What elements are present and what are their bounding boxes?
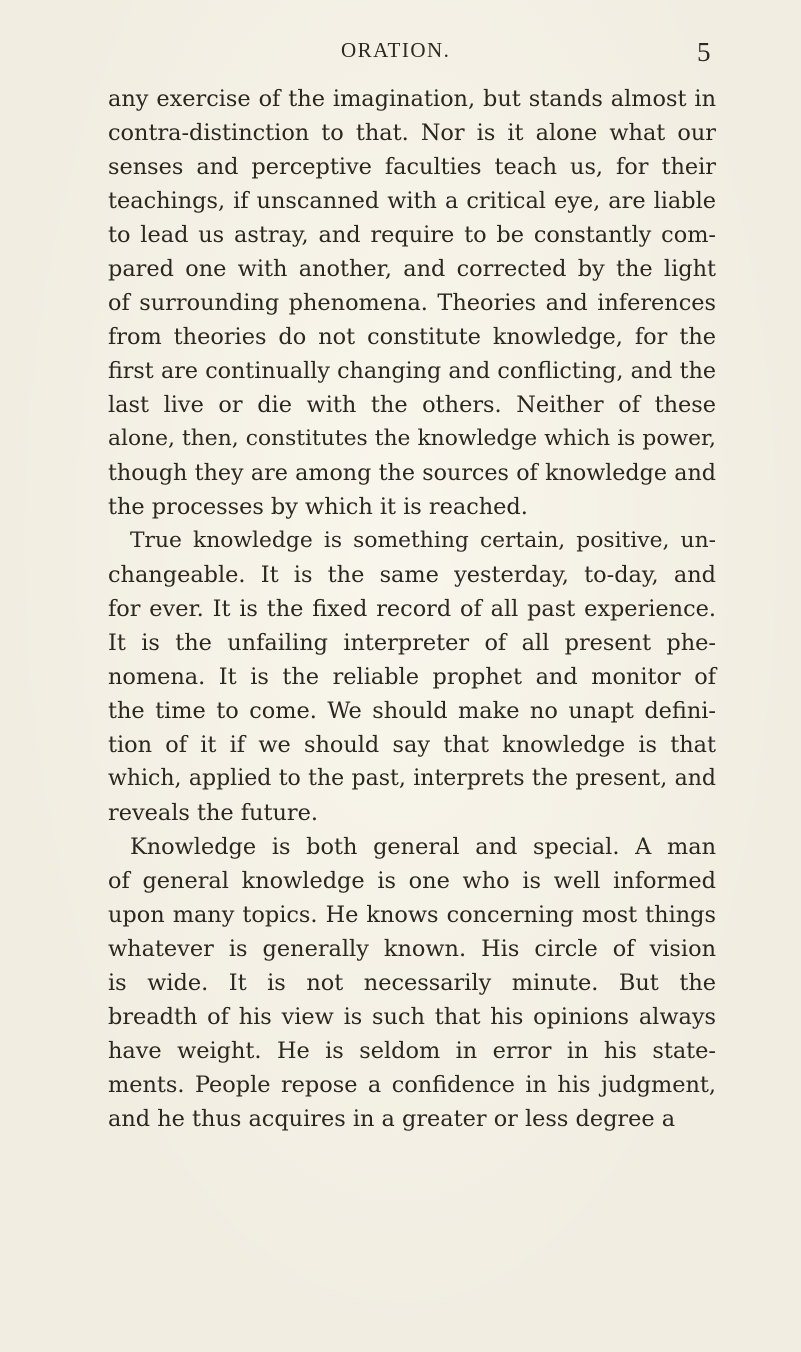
text-line: pared one with another, and corrected by the light xyxy=(108,256,716,282)
text-line: and he thus acquires in a greater or less degree a xyxy=(108,1106,676,1132)
text-line: contra-distinction to that. Nor is it alone what our xyxy=(108,120,716,146)
text-line: senses and perceptive faculties teach us, for their xyxy=(108,154,716,180)
body-text xyxy=(108,82,716,1136)
running-head xyxy=(0,38,801,68)
text-line: any exercise of the imagination, but stands almost in xyxy=(108,86,716,112)
text-line: last live or die with the others. Neither of these xyxy=(108,392,716,418)
running-title: ORATION. xyxy=(341,38,451,62)
text-line: though they are among the sources of knowledge and xyxy=(108,460,716,486)
text-line: teachings, if unscanned with a critical eye, are liable xyxy=(108,188,716,214)
text-line: whatever is generally known. His circle of vision xyxy=(108,936,716,962)
text-line: to lead us astray, and require to be constantly com- xyxy=(108,222,716,248)
text-line: ments. People repose a confidence in his judgment, xyxy=(108,1072,716,1098)
text-line: of general knowledge is one who is well informed xyxy=(108,868,716,894)
text-line: have weight. He is seldom in error in his state- xyxy=(108,1038,716,1064)
text-line: which, applied to the past, interprets the present, and xyxy=(108,766,716,791)
text-line: the time to come. We should make no unapt defini- xyxy=(108,698,716,724)
text-line: nomena. It is the reliable prophet and monitor of xyxy=(108,664,716,690)
text-line: tion of it if we should say that knowledge is that xyxy=(108,732,716,758)
text-line: from theories do not constitute knowledge, for the xyxy=(108,324,716,350)
text-line: breadth of his view is such that his opinions always xyxy=(108,1004,716,1030)
text-line: first are continually changing and conflicting, and the xyxy=(108,358,716,384)
text-line: It is the unfailing interpreter of all present phe- xyxy=(108,630,716,656)
text-line: the processes by which it is reached. xyxy=(108,494,528,520)
text-line: alone, then, constitutes the knowledge which is power, xyxy=(108,426,716,451)
text-line: changeable. It is the same yesterday, to-day, and xyxy=(108,562,716,588)
text-line: of surrounding phenomena. Theories and inferences xyxy=(108,290,716,316)
text-line: is wide. It is not necessarily minute. But the xyxy=(108,970,716,996)
text-line: reveals the future. xyxy=(108,800,318,826)
paragraph-start-line: True knowledge is something certain, positive, un- xyxy=(130,528,716,553)
paragraph-start-line: Knowledge is both general and special. A man xyxy=(130,834,716,860)
text-line: for ever. It is the fixed record of all past experience. xyxy=(108,596,716,622)
text-line: upon many topics. He knows concerning most things xyxy=(108,902,716,928)
page-number: 5 xyxy=(697,37,711,67)
